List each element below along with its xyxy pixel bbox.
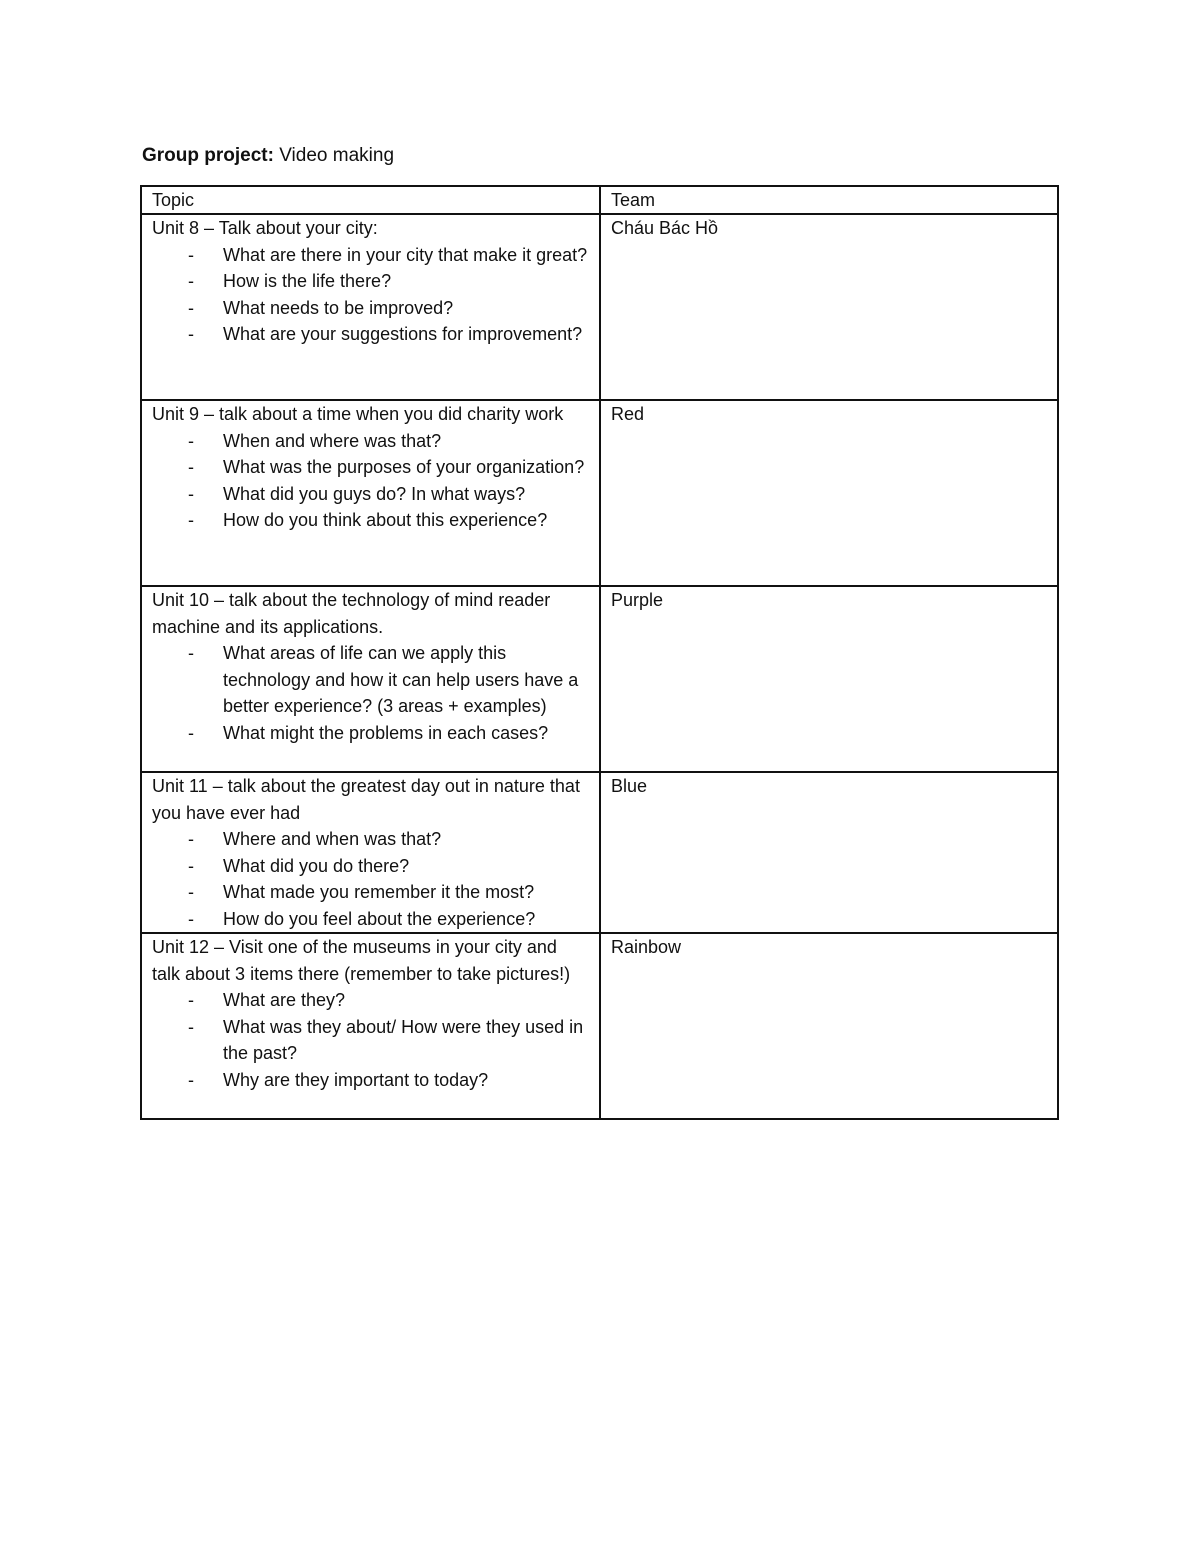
team-cell: Rainbow xyxy=(600,933,1058,1119)
topic-cell xyxy=(141,933,600,1119)
question-item: - When and where was that? xyxy=(188,430,442,451)
table-row xyxy=(141,214,1058,400)
project-table xyxy=(140,185,1059,1120)
table-row xyxy=(141,400,1058,586)
team-cell: Red xyxy=(600,400,1058,586)
question-item: - How is the life there? xyxy=(188,271,392,291)
question-item: - Where and when was that? xyxy=(188,829,442,849)
question-item: - What needs to be improved? xyxy=(188,297,454,318)
topic-heading: Unit 9 – talk about a time when you did charity work xyxy=(152,404,564,424)
question-item: - What was they about/ How were they used in the past? xyxy=(188,1016,584,1063)
table-row xyxy=(141,772,1058,933)
page-title-text: Video making xyxy=(273,145,395,166)
question-item: - What was the purposes of your organization? xyxy=(188,457,585,477)
page-title-label: Group project: xyxy=(142,145,274,166)
question-item: - What made you remember it the most? xyxy=(188,882,535,902)
question-item: - What did you guys do? In what ways? xyxy=(188,483,526,504)
question-item: - What areas of life can we apply this technology and how it can help users have a better experience? (3 areas + examples) xyxy=(188,643,579,716)
team-cell: Cháu Bác Hồ xyxy=(600,214,1058,400)
question-list xyxy=(152,640,589,746)
question-item: - Why are they important to today? xyxy=(188,1069,489,1090)
team-cell: Purple xyxy=(600,586,1058,772)
question-item: - What might the problems in each cases? xyxy=(188,722,549,743)
header-team: Team xyxy=(600,186,1058,214)
header-topic: Topic xyxy=(141,186,600,214)
question-list xyxy=(152,242,589,348)
question-item: - What are your suggestions for improvement? xyxy=(188,324,583,344)
topic-cell xyxy=(141,400,600,586)
question-item: - How do you feel about the experience? xyxy=(188,908,536,929)
topic-cell xyxy=(141,772,600,933)
topic-heading: Unit 12 – Visit one of the museums in your city and talk about 3 items there (remember to take pictures!) xyxy=(152,937,571,984)
topic-heading: Unit 11 – talk about the greatest day out in nature that you have ever had xyxy=(152,776,580,823)
question-list xyxy=(152,428,589,534)
question-item: - How do you think about this experience? xyxy=(188,510,548,530)
table-row xyxy=(141,586,1058,772)
table-row xyxy=(141,933,1058,1119)
topic-heading: Unit 10 – talk about the technology of mind reader machine and its applications. xyxy=(152,590,551,637)
topic-cell xyxy=(141,586,600,772)
topic-heading: Unit 8 – Talk about your city: xyxy=(152,218,378,238)
question-item: - What are there in your city that make it great? xyxy=(188,244,588,265)
question-list xyxy=(152,987,589,1093)
question-item: - What did you do there? xyxy=(188,855,410,876)
topic-cell xyxy=(141,214,600,400)
page-title xyxy=(142,143,394,169)
team-cell: Blue xyxy=(600,772,1058,933)
table-header-row xyxy=(141,186,1058,214)
question-item: - What are they? xyxy=(188,990,346,1010)
question-list xyxy=(152,826,589,932)
